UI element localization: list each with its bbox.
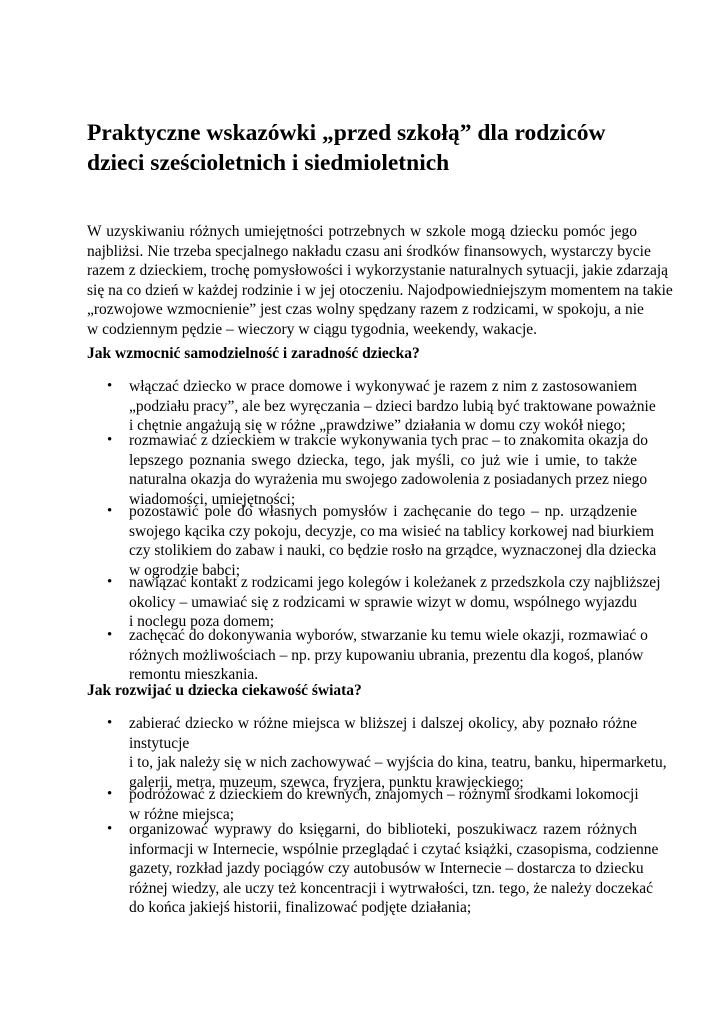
bullet-icon: • [107,503,113,519]
bullet-icon: • [107,378,113,394]
intro-line: „rozwojowe wzmocnienie” jest czas wolny spędzany razem z rodzicami, w spokoju, a nie [87,301,644,318]
list-item [107,573,661,632]
list-item [107,626,648,685]
title-line-2: dzieci sześcioletnich i siedmioletnich [87,150,450,176]
intro-line: się na co dzień w każdej rodzinie i w jej otoczeniu. Najodpowiedniejszym momentem na takie [87,281,673,299]
list-item-line: wiadomości, umiejętności; [129,490,296,508]
list-item-line: naturalna okazja do wyrażenia mu swojego zadowolenia z posiadanych przez niego [129,471,648,488]
list-item-line: w różne miejsca; [129,805,235,823]
list-item-line: i chętnie angażują się w różne „prawdziwe” działania w domu czy wokół niego; [129,417,626,434]
list-item-line: lepszego poznania swego dziecka, tego, jak myśli, co już wie i umie, to także [129,451,637,469]
list-item-line: różnej wiedzy, ale uczy też koncentracji i wytrwałości, tzn. tego, że należy doczekać [129,879,654,897]
list-item-line: informacji w Internecie, wspólnie przeglądać i czytać książki, czasopisma, codzienne [129,840,659,858]
list-item-line: i noclegu poza domem; [129,613,275,630]
intro-line: razem z dzieckiem, trochę pomysłowości i wykorzystanie naturalnych sytuacji, jakie zdarzają [87,262,669,279]
list-item-line: rozmawiać z dzieckiem w trakcie wykonywania tych prac – to znakomita okazja do [129,432,649,449]
list-item-line: pozostawić pole do własnych pomysłów i zachęcanie do tego – np. urządzenie [129,503,637,520]
section-heading-independence: Jak wzmocnić samodzielność i zaradność dziecka? [87,345,420,362]
intro-line: w codziennym pędzie – wieczory w ciągu tygodnia, weekendy, wakacje. [87,320,538,338]
list-item-line: i to, jak należy się w nich zachowywać – wyjścia do kina, teatru, banku, hipermarketu, [129,754,667,771]
intro-line: W uzyskiwaniu różnych umiejętności potrzebnych w szkole mogą dziecku pomóc jego [87,223,637,240]
list-item [107,502,657,580]
bullet-icon: • [107,821,113,837]
list-item [107,377,656,436]
list-item [107,785,639,824]
intro-line: najbliżsi. Nie trzeba specjalnego nakładu czasu ani środków finansowych, wystarczy bycie [87,242,651,260]
list-item-line: do końca jakiejś historii, finalizować podjęte działania; [129,899,472,916]
list-item-line: czy stolikiem do zabaw i nauki, co będzie rosło na grządce, wyznaczonej dla dziecka [129,542,657,559]
list-item-line: galerii, metra, muzeum, szewca, fryzjera, punktu krawieckiego; [129,773,524,791]
list-item-line: zachęcać do dokonywania wyborów, stwarzanie ku temu wiele okazji, rozmawiać o [129,627,648,644]
list-item-line: zabierać dziecko w różne miejsca w bliższej i dalszej okolicy, aby poznało różne [129,715,637,732]
bullet-icon: • [107,432,113,448]
list-item-line: remontu mieszkania. [129,666,259,683]
intro-paragraph [87,222,673,339]
list-item-line: różnych możliwościach – np. przy kupowaniu ubrania, prezentu dla kogoś, planów [129,646,644,664]
list-item-line: gazety, rozkład jazdy pociągów czy autobusów w Internecie – dostarcza to dziecku [129,860,644,877]
document-title [87,118,606,178]
bullet-icon: • [107,786,113,802]
list-item [107,431,649,509]
bullet-icon: • [107,627,113,643]
section-heading-curiosity: Jak rozwijać u dziecka ciekawość świata? [87,682,362,699]
list-item-line: swojego kącika czy pokoju, decyzje, co ma wisieć na tablicy korkowej nad biurkiem [129,522,655,540]
list-item-line: podróżować z dzieckiem do krewnych, znajomych – różnymi środkami lokomocji [129,786,639,803]
list-item-line: włączać dziecko w prace domowe i wykonywać je razem z nim z zastosowaniem [129,378,637,395]
bullet-icon: • [107,715,113,731]
list-item-line: okolicy – umawiać się z rodzicami w sprawie wizyt w domu, wspólnego wyjazdu [129,593,637,611]
list-item [107,820,659,918]
list-item-line: organizować wyprawy do księgarni, do biblioteki, poszukiwacz razem różnych [129,821,637,838]
list-item [107,714,667,792]
list-item-line: w ogrodzie babci; [129,561,241,579]
title-line-1: Praktyczne wskazówki „przed szkołą” dla rodziców [87,120,606,146]
list-item-line: instytucje [129,734,190,752]
bullet-icon: • [107,574,113,590]
list-item-line: nawiązać kontakt z rodzicami jego kolegów i koleżanek z przedszkola czy najbliższej [129,574,661,591]
list-item-line: „podziału pracy”, ale bez wyręczania – dzieci bardzo lubią być traktowane poważnie [129,397,656,415]
